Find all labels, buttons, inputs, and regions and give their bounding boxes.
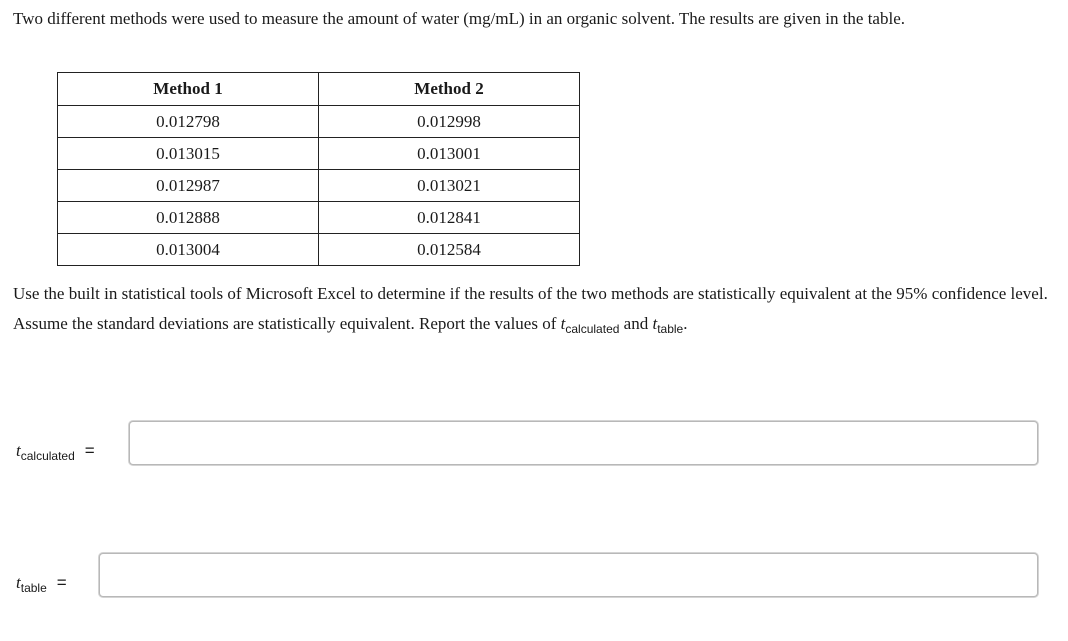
table-row [58, 170, 580, 202]
t-calculated-label [16, 441, 95, 461]
t-variable: t [560, 314, 566, 333]
subscript-table: table [657, 322, 684, 336]
subscript-calculated: calculated [565, 322, 620, 336]
table-cell: 0.012584 [319, 234, 580, 266]
answer-row-t-calculated [16, 441, 95, 461]
t-variable: t [652, 314, 658, 333]
t-calculated-input[interactable] [129, 421, 1038, 465]
table-cell: 0.012798 [58, 106, 319, 138]
column-header-method-1: Method 1 [58, 73, 319, 106]
t-variable: t [16, 573, 21, 592]
answer-row-t-table [16, 573, 67, 593]
table-row [58, 138, 580, 170]
table-cell: 0.012888 [58, 202, 319, 234]
table-row [58, 106, 580, 138]
table-row [58, 202, 580, 234]
t-table-label [16, 573, 67, 593]
table-row [58, 234, 580, 266]
table-cell: 0.012998 [319, 106, 580, 138]
t-variable: t [16, 441, 21, 460]
instructions-text: Use the built in statistical tools of Microsoft Excel to determine if the results of the two methods are statistically equivalent at the 95% confidence level. Assume the standard deviations are statistically equivalent. Report the values of [13, 284, 1048, 333]
t-table-input[interactable] [99, 553, 1038, 597]
table-cell: 0.013015 [58, 138, 319, 170]
table-cell: 0.013021 [319, 170, 580, 202]
table-cell: 0.013001 [319, 138, 580, 170]
table-cell: 0.012987 [58, 170, 319, 202]
table-header-row [58, 73, 580, 106]
instructions-end: . [683, 314, 688, 333]
instructions-and: and [619, 314, 653, 333]
data-table [57, 72, 580, 266]
column-header-method-2: Method 2 [319, 73, 580, 106]
question-instructions [13, 279, 1063, 340]
equals-sign: = [56, 573, 67, 592]
table-cell: 0.012841 [319, 202, 580, 234]
question-intro: Two different methods were used to measure the amount of water (mg/mL) in an organic solvent. The results are given in the table. [13, 9, 905, 28]
subscript-calculated: calculated [20, 449, 75, 463]
equals-sign: = [84, 441, 95, 460]
subscript-table: table [20, 581, 47, 595]
table-cell: 0.013004 [58, 234, 319, 266]
